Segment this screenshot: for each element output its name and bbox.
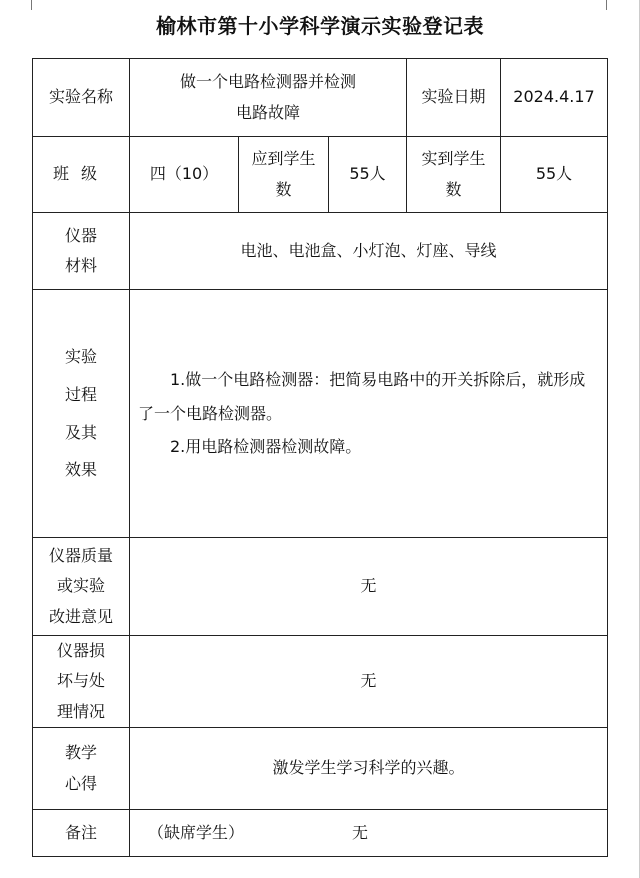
process-label-line1: 实验 <box>64 347 97 367</box>
class-value: 四（10） <box>130 137 239 213</box>
corner-mark-left <box>31 0 32 10</box>
quality-label-line1: 仪器质量 <box>48 545 113 565</box>
table-row-materials <box>33 213 608 290</box>
process-value <box>130 290 608 538</box>
table-row-remarks <box>33 810 608 857</box>
experiment-date-value: 2024.4.17 <box>501 59 608 137</box>
table-row-process <box>33 290 608 538</box>
quality-label-line3: 改进意见 <box>48 606 113 626</box>
reflection-label <box>33 728 130 810</box>
class-label: 班级 <box>33 137 130 213</box>
page-title: 榆林市第十小学科学演示实验登记表 <box>156 14 484 38</box>
expected-students-value: 55人 <box>329 137 407 213</box>
table-row-quality <box>33 538 608 636</box>
reflection-label-line2: 心得 <box>64 773 97 793</box>
experiment-name-line2: 电路故障 <box>235 102 300 122</box>
absent-students-label: （缺席学生） <box>148 822 245 842</box>
table-row-damage <box>33 636 608 728</box>
experiment-name-label: 实验名称 <box>33 59 130 137</box>
remarks-label: 备注 <box>33 810 130 857</box>
table-row-reflection <box>33 728 608 810</box>
expected-students-label-line1: 应到学生 <box>251 149 316 169</box>
registration-form-table <box>32 58 608 857</box>
corner-mark-right <box>606 0 607 10</box>
materials-label-line2: 材料 <box>64 256 97 275</box>
experiment-name-line1: 做一个电路检测器并检测 <box>179 72 356 92</box>
damage-label-line2: 坏与处 <box>56 671 105 691</box>
remarks-value <box>130 810 608 857</box>
process-label-line2: 过程 <box>64 384 97 404</box>
table-row-class <box>33 137 608 213</box>
actual-students-label-line2: 数 <box>445 179 462 199</box>
experiment-name-value <box>130 59 407 137</box>
table-row-experiment-name <box>33 59 608 137</box>
damage-value: 无 <box>130 636 608 728</box>
damage-label <box>33 636 130 728</box>
experiment-date-label: 实验日期 <box>407 59 501 137</box>
damage-label-line1: 仪器损 <box>56 641 105 660</box>
quality-label <box>33 538 130 636</box>
actual-students-label <box>407 137 501 213</box>
process-label-line4: 效果 <box>64 460 97 480</box>
reflection-value: 激发学生学习科学的兴趣。 <box>130 728 608 810</box>
materials-label-line1: 仪器 <box>64 225 97 245</box>
absent-students-value: 无 <box>352 822 369 842</box>
materials-label <box>33 213 130 290</box>
quality-label-line2: 或实验 <box>56 576 105 596</box>
process-label-line3: 及其 <box>64 422 97 442</box>
expected-students-label <box>239 137 329 213</box>
process-label <box>33 290 130 538</box>
process-paragraph-1: 1.做一个电路检测器：把简易电路中的开关拆除后，就形成了一个电路检测器。 <box>138 370 586 423</box>
quality-value: 无 <box>130 538 608 636</box>
expected-students-label-line2: 数 <box>275 179 292 199</box>
damage-label-line3: 理情况 <box>56 701 105 721</box>
materials-value: 电池、电池盒、小灯泡、灯座、导线 <box>130 213 608 290</box>
reflection-label-line1: 教学 <box>64 743 97 763</box>
process-paragraph-2: 2.用电路检测器检测故障。 <box>170 437 362 457</box>
actual-students-value: 55人 <box>501 137 608 213</box>
actual-students-label-line1: 实到学生 <box>421 149 486 169</box>
